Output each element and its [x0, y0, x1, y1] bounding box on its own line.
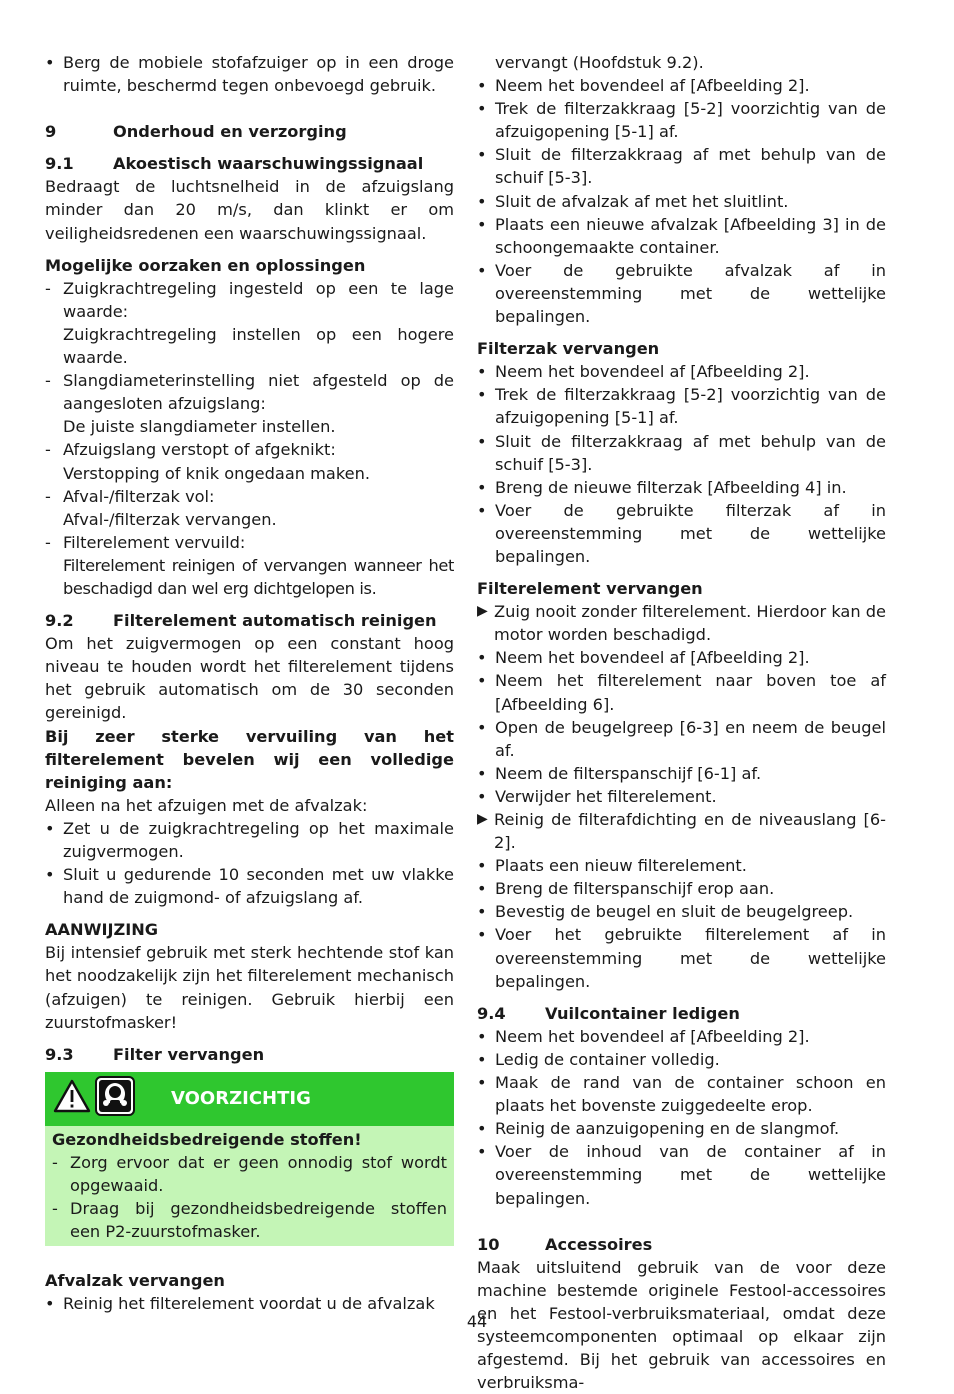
list-item-text: Sluit de afvalzak af met het sluitlint.	[495, 191, 789, 211]
list-item	[477, 476, 886, 499]
bullet-list	[477, 1025, 886, 1210]
list-item-text: Neem de filterspanschijf [6-1] af.	[495, 763, 762, 783]
bullet-list	[477, 600, 886, 993]
list-item	[477, 808, 886, 854]
list-item	[45, 51, 454, 97]
respirator-mask-icon	[95, 1076, 135, 1122]
dash-icon: -	[45, 532, 51, 552]
cause-item	[45, 531, 454, 600]
bullet-icon: •	[477, 385, 487, 405]
list-item-text: Verwijder het filterelement.	[495, 786, 717, 806]
section-number: 9.4	[477, 1003, 506, 1023]
section-title: Onderhoud en verzorging	[113, 122, 347, 142]
section-number: 9.1	[45, 154, 74, 174]
section-title: Vuilcontainer ledigen	[545, 1003, 740, 1023]
arrow-icon: ▶	[477, 811, 488, 827]
list-item	[477, 190, 886, 213]
section-heading-10	[477, 1233, 886, 1256]
bullet-icon: •	[477, 902, 487, 922]
continued-text: vervangt (Hoofdstuk 9.2).	[495, 53, 704, 72]
list-item	[477, 383, 886, 429]
cause-item	[45, 438, 454, 484]
cause-text: Slangdiameterinstelling niet afgesteld op de aangesloten afzuigslang:	[63, 371, 454, 414]
section-heading-9-4	[477, 1002, 886, 1025]
bullet-icon: •	[477, 191, 487, 211]
bullet-icon: •	[477, 1073, 487, 1093]
warning-triangle-icon	[53, 1079, 91, 1119]
bullet-icon: •	[477, 1142, 487, 1162]
dash-icon: -	[45, 440, 51, 460]
paragraph: Alleen na het afzuigen met de afvalzak:	[45, 795, 368, 815]
list-item-text: Neem het bovendeel af [Afbeelding 2].	[495, 648, 810, 668]
section-number: 10	[477, 1234, 500, 1254]
list-item	[477, 1048, 886, 1071]
bullet-icon: •	[477, 260, 487, 280]
section-title: Filter vervangen	[113, 1044, 265, 1064]
bullet-icon: •	[477, 76, 487, 96]
bullet-icon: •	[477, 214, 487, 234]
bullet-icon: •	[477, 717, 487, 737]
list-item	[477, 646, 886, 669]
bullet-icon: •	[477, 500, 487, 520]
cause-text: Afval-/filterzak vol:	[63, 486, 215, 506]
section-title: Accessoires	[545, 1234, 653, 1254]
paragraph: Om het zuigvermogen op een constant hoog niveau te houden wordt het filterelement tijdens het gebruik automatisch om de 30 seconden gereinigd.	[45, 634, 454, 723]
bullet-icon: •	[45, 53, 55, 72]
list-item	[477, 762, 886, 785]
list-item-text: Voer de inhoud van de container af in overeenstemming met de wettelijke bepalingen.	[495, 1142, 886, 1208]
list-item-text: Plaats een nieuwe afvalzak [Afbeelding 3] in de schoongemaakte container.	[495, 214, 886, 257]
section-heading-9-2	[45, 609, 454, 632]
subheading: Filterzak vervangen	[477, 339, 660, 359]
section-heading-9-1	[45, 152, 454, 175]
dash-icon: -	[45, 371, 51, 391]
bullet-icon: •	[477, 786, 487, 806]
list-item-text: Breng de filterspanschijf erop aan.	[495, 879, 775, 899]
bullet-list	[45, 817, 454, 909]
note-title: AANWIJZING	[45, 920, 159, 940]
list-item-text: Voer de gebruikte afvalzak af in overeenstemming met de wettelijke bepalingen.	[495, 260, 886, 327]
fix-text: Afval-/filterzak vervangen.	[63, 509, 277, 529]
bullet-icon: •	[477, 1119, 487, 1139]
list-item	[477, 499, 886, 568]
list-item	[477, 97, 886, 143]
note-text: Bij intensief gebruik met sterk hechtende stof kan het noodzakelijk zijn het filterelement mechanisch (afzuigen) te reinigen. Gebruik hierbij een zuurstofmasker!	[45, 943, 454, 1032]
cause-text: Filterelement vervuild:	[63, 532, 246, 552]
list-item-text: Berg de mobiele stofafzuiger op in een droge ruimte, beschermd tegen onbevoegd gebruik.	[63, 53, 454, 96]
list-item	[477, 430, 886, 476]
list-item-text: Open de beugelgreep [6-3] en neem de beugel af.	[495, 717, 886, 760]
bullet-icon: •	[477, 648, 487, 668]
causes-list	[45, 277, 454, 600]
list-item-text: Zet u de zuigkrachtregeling op het maximale zuigvermogen.	[63, 818, 454, 861]
dash-icon: -	[45, 278, 51, 298]
section-number: 9	[45, 122, 57, 142]
list-item-text: Neem het filterelement naar boven toe af [Afbeelding 6].	[495, 671, 886, 714]
section-heading-9	[45, 120, 454, 143]
right-column	[477, 51, 886, 1394]
warning-list	[52, 1151, 447, 1243]
list-item	[52, 1197, 447, 1243]
section-heading-9-3	[45, 1043, 454, 1066]
list-item-text: Neem het bovendeel af [Afbeelding 2].	[495, 362, 810, 382]
list-item-text: Trek de filterzakkraag [5-2] voorzichtig van de afzuigopening [5-1] af.	[495, 385, 886, 428]
cause-text: Afzuigslang verstopt of afgeknikt:	[63, 440, 336, 460]
section-title: Filterelement automatisch reinigen	[113, 611, 437, 631]
list-item-text: Neem het bovendeel af [Afbeelding 2].	[495, 76, 810, 96]
paragraph: Maak uitsluitend gebruik van de voor deze machine bestemde originele Festool-accessoires en het Festool-verbruiksmateriaal, omdat deze systeemcomponenten optimaal op elkaar zijn afgestemd. Bij het gebruik van accessoires en verbruiksma-	[477, 1257, 886, 1393]
warning-label: VOORZICHTIG	[171, 1088, 311, 1110]
list-item-text: Draag bij gezondheidsbedreigende stoffen een P2-zuurstofmasker.	[70, 1199, 447, 1242]
list-item-text: Voer het gebruikte filterelement af in overeenstemming met de wettelijke bepalingen.	[495, 925, 886, 991]
cause-item	[45, 277, 454, 369]
fix-text: Verstopping of knik ongedaan maken.	[63, 463, 371, 483]
bullet-icon: •	[477, 763, 487, 783]
list-item	[477, 669, 886, 715]
cause-item	[45, 369, 454, 438]
bullet-icon: •	[45, 1294, 55, 1314]
subheading: Afvalzak vervangen	[45, 1271, 225, 1291]
list-item	[477, 923, 886, 992]
list-item	[477, 877, 886, 900]
section-number: 9.2	[45, 611, 74, 631]
list-item	[477, 143, 886, 189]
fix-text: De juiste slangdiameter instellen.	[63, 417, 336, 437]
cause-text: Zuigkrachtregeling ingesteld op een te lage waarde:	[63, 278, 454, 321]
cause-item	[45, 485, 454, 531]
list-item	[477, 1117, 886, 1140]
list-item-text: Breng de nieuwe filterzak [Afbeelding 4] in.	[495, 477, 847, 497]
list-item-text: Bevestig de beugel en sluit de beugelgreep.	[495, 902, 854, 922]
list-item	[477, 259, 886, 328]
bullet-icon: •	[477, 477, 487, 497]
list-item	[477, 600, 886, 646]
list-item-text: Reinig de filterafdichting en de niveauslang [6-2].	[494, 810, 886, 853]
list-item-text: Sluit u gedurende 10 seconden met uw vlakke hand de zuigmond- of afzuigslang af.	[63, 865, 454, 908]
list-item	[477, 360, 886, 383]
list-item-text: Zuig nooit zonder filterelement. Hierdoor kan de motor worden beschadigd.	[494, 602, 886, 645]
bullet-icon: •	[477, 925, 487, 945]
bullet-icon: •	[477, 856, 487, 876]
subheading: Filterelement vervangen	[477, 579, 703, 599]
list-item-text: Zorg ervoor dat er geen onnodig stof wordt opgewaaid.	[70, 1152, 447, 1196]
list-item	[477, 900, 886, 923]
dash-icon: -	[52, 1199, 58, 1219]
list-item-text: Sluit de filterzakkraag af met behulp van de schuif [5-3].	[495, 431, 886, 474]
fix-text: Zuigkrachtregeling instellen op een hogere waarde.	[63, 324, 454, 368]
list-item-text: Maak de rand van de container schoon en plaats het bovenste zuiggedeelte erop.	[495, 1073, 886, 1116]
paragraph: Bedraagt de luchtsnelheid in de afzuigslang minder dan 20 m/s, dan klinkt er om veiligheidsredenen een waarschuwingssignaal.	[45, 177, 454, 243]
fix-text: Filterelement reinigen of vervangen wanneer het beschadigd dan wel erg dichtgelopen is.	[63, 555, 454, 598]
bold-paragraph: Bij zeer sterke vervuiling van het filterelement bevelen wij een volledige reiniging aan:	[45, 726, 454, 792]
list-item	[477, 213, 886, 259]
list-item	[45, 863, 454, 909]
bullet-icon: •	[45, 818, 55, 838]
list-item	[477, 1025, 886, 1048]
list-item-text: Neem het bovendeel af [Afbeelding 2].	[495, 1026, 810, 1046]
list-item	[45, 817, 454, 863]
list-item	[52, 1151, 447, 1197]
list-item	[477, 854, 886, 877]
bullet-icon: •	[477, 362, 487, 382]
bullet-icon: •	[45, 865, 55, 885]
section-number: 9.3	[45, 1044, 74, 1064]
list-item	[477, 74, 886, 97]
page-number: 44	[466, 1312, 488, 1331]
warning-body	[45, 1126, 454, 1246]
bullet-icon: •	[477, 1026, 487, 1046]
list-item-text: Reinig het filterelement voordat u de afvalzak	[63, 1294, 435, 1314]
bullet-icon: •	[477, 1049, 487, 1069]
section-title: Akoestisch waarschuwingssignaal	[113, 154, 424, 174]
list-item	[477, 1140, 886, 1209]
list-item-text: Reinig de aanzuigopening en de slangmof.	[495, 1119, 840, 1139]
bullet-list	[477, 74, 886, 328]
warning-header	[45, 1072, 454, 1126]
list-item-text: Voer de gebruikte filterzak af in overeenstemming met de wettelijke bepalingen.	[495, 500, 886, 566]
warning-subtitle: Gezondheidsbedreigende stoffen!	[52, 1129, 362, 1149]
bullet-icon: •	[477, 431, 487, 451]
dash-icon: -	[52, 1152, 58, 1172]
left-column	[45, 51, 454, 1316]
list-item-text: Trek de filterzakkraag [5-2] voorzichtig van de afzuigopening [5-1] af.	[495, 99, 886, 142]
dash-icon: -	[45, 486, 51, 506]
subheading: Mogelijke oorzaken en oplossingen	[45, 255, 366, 275]
bullet-icon: •	[477, 145, 487, 165]
bullet-icon: •	[477, 671, 487, 691]
list-item-text: Ledig de container volledig.	[495, 1049, 720, 1069]
list-item	[477, 785, 886, 808]
list-item	[477, 1071, 886, 1117]
list-item-text: Sluit de filterzakkraag af met behulp van de schuif [5-3].	[495, 145, 886, 188]
list-item-text: Plaats een nieuw filterelement.	[495, 856, 747, 876]
arrow-icon: ▶	[477, 603, 488, 620]
list-item	[477, 716, 886, 762]
bullet-list	[477, 360, 886, 568]
bullet-icon: •	[477, 99, 487, 119]
bullet-icon: •	[477, 879, 487, 899]
